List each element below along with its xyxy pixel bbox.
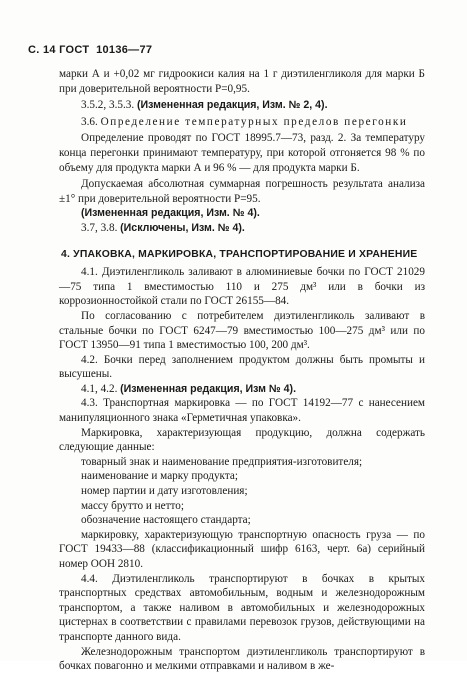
paragraph-clause-4-4 [59, 572, 425, 645]
paragraph-clause-4-3 [59, 396, 425, 425]
page-header: С. 14 ГОСТ 10136—77 [28, 44, 153, 56]
paragraph-text: 4.3. Транспортная маркировка — по ГОСТ 14192—77 с нанесением манипуляционного знака «Герметичная упаковка». [59, 397, 425, 425]
section-title: 4. УПАКОВКА, МАРКИРОВКА, ТРАНСПОРТИРОВАНИЕ И ХРАНЕНИЕ [61, 248, 418, 260]
paragraph-clause-4-1 [59, 265, 425, 309]
list-item-text: маркировку, характеризующую транспортную опасность груза — по ГОСТ 19433—88 (классификационный шифр 6163, черт. 6а) серийный номер ООН 2810. [59, 528, 425, 570]
list-item [59, 499, 425, 514]
amendment-note: (Измененная редакция, Изм. № 2, 4). [136, 99, 328, 112]
paragraph-distillation-method [59, 131, 425, 175]
list-item-text: наименование и марку продукта; [81, 470, 238, 483]
clause-number: 4.1, 4.2. [81, 382, 118, 395]
clause-number: 3.7, 3.8. [81, 221, 118, 234]
list-item [59, 528, 425, 572]
paragraph-clause-3-6 [59, 115, 425, 130]
amendment-note: (Измененная редакция, Изм. № 4). [81, 207, 260, 220]
amendment-note: (Исключены, Изм. № 4). [120, 221, 245, 234]
paragraph-text: По согласованию с потребителем диэтиленгликоль заливают в стальные бочки по ГОСТ 6247—79 вместимостью 100—275 дм³ или по ГОСТ 13950—91 типа 1 вместимостью 100, 200 дм³. [59, 309, 425, 352]
list-item [59, 513, 425, 528]
clause-number: 3.6. [81, 115, 98, 128]
paragraph-text: 4.2. Бочки перед заполнением продуктом должны быть промыты и высушены. [59, 353, 425, 381]
paragraph-text: Железнодорожным транспортом диэтиленгликоль транспортируют в бочках повагонно и мелкими отправками и наливом в же- [59, 645, 425, 673]
paragraph-text: Маркировка, характеризующая продукцию, должна содержать следующие данные: [59, 426, 425, 454]
list-item [59, 469, 425, 484]
paragraph-railway [59, 645, 425, 674]
list-item-text: обозначение настоящего стандарта; [81, 514, 251, 527]
paragraph-excluded-3-7 [59, 221, 425, 236]
list-item [59, 455, 425, 470]
paragraph-continuation [59, 67, 425, 96]
paragraph-clause-4-2 [59, 353, 425, 382]
paragraph-marking-intro [59, 426, 425, 455]
paragraph-amendment-4-1 [59, 382, 425, 397]
list-item-text: массу брутто и нетто; [81, 499, 184, 512]
paragraph-text: 4.1. Диэтиленгликоль заливают в алюминиевые бочки по ГОСТ 21029—75 типа 1 вместимостью 110 и 275 дм³ или в бочки из коррозионностойкой стали по ГОСТ 26155—84. [59, 266, 425, 308]
amendment-note: (Измененная редакция, Изм № 4). [120, 382, 297, 395]
clause-number: 3.5.2, 3.5.3. [81, 99, 135, 112]
paragraph-text: марки А и +0,02 мг гидроокиси калия на 1 г диэтиленгликоля для марки Б при доверительной вероятности P=0,95. [59, 68, 425, 95]
paragraph-error-tolerance [59, 177, 425, 206]
paragraph-text: 4.4. Диэтиленгликоль транспортируют в бочках в крытых транспортных средствах автомобильным, водным и железнодорожным транспортом, а также наливом в автомобильных и железнодорожных цистернах в соответствии с правилами перевозок грузов, действующими на транспорте данного вида. [59, 572, 425, 643]
document-body [59, 67, 425, 674]
clause-heading: Определение температурных пределов перегонки [100, 115, 408, 128]
list-item-text: товарный знак и наименование предприятия-изготовителя; [81, 455, 363, 468]
paragraph-agreement [59, 309, 425, 353]
list-item-text: номер партии и дату изготовления; [81, 485, 248, 498]
paragraph-text: Допускаемая абсолютная суммарная погрешность результата анализа ±1° при доверительной вероятности P=95. [59, 178, 425, 205]
list-item [59, 484, 425, 499]
paragraph-amendment-3-5-2 [59, 98, 425, 113]
paragraph-amendment-note [59, 206, 425, 221]
paragraph-text: Определение проводят по ГОСТ 18995.7—73, разд. 2. За температуру конца перегонки принимают температуру, при которой отгоняется 98 % по объему для продукта марки А и 96 % — для продукта марки Б. [59, 132, 425, 174]
